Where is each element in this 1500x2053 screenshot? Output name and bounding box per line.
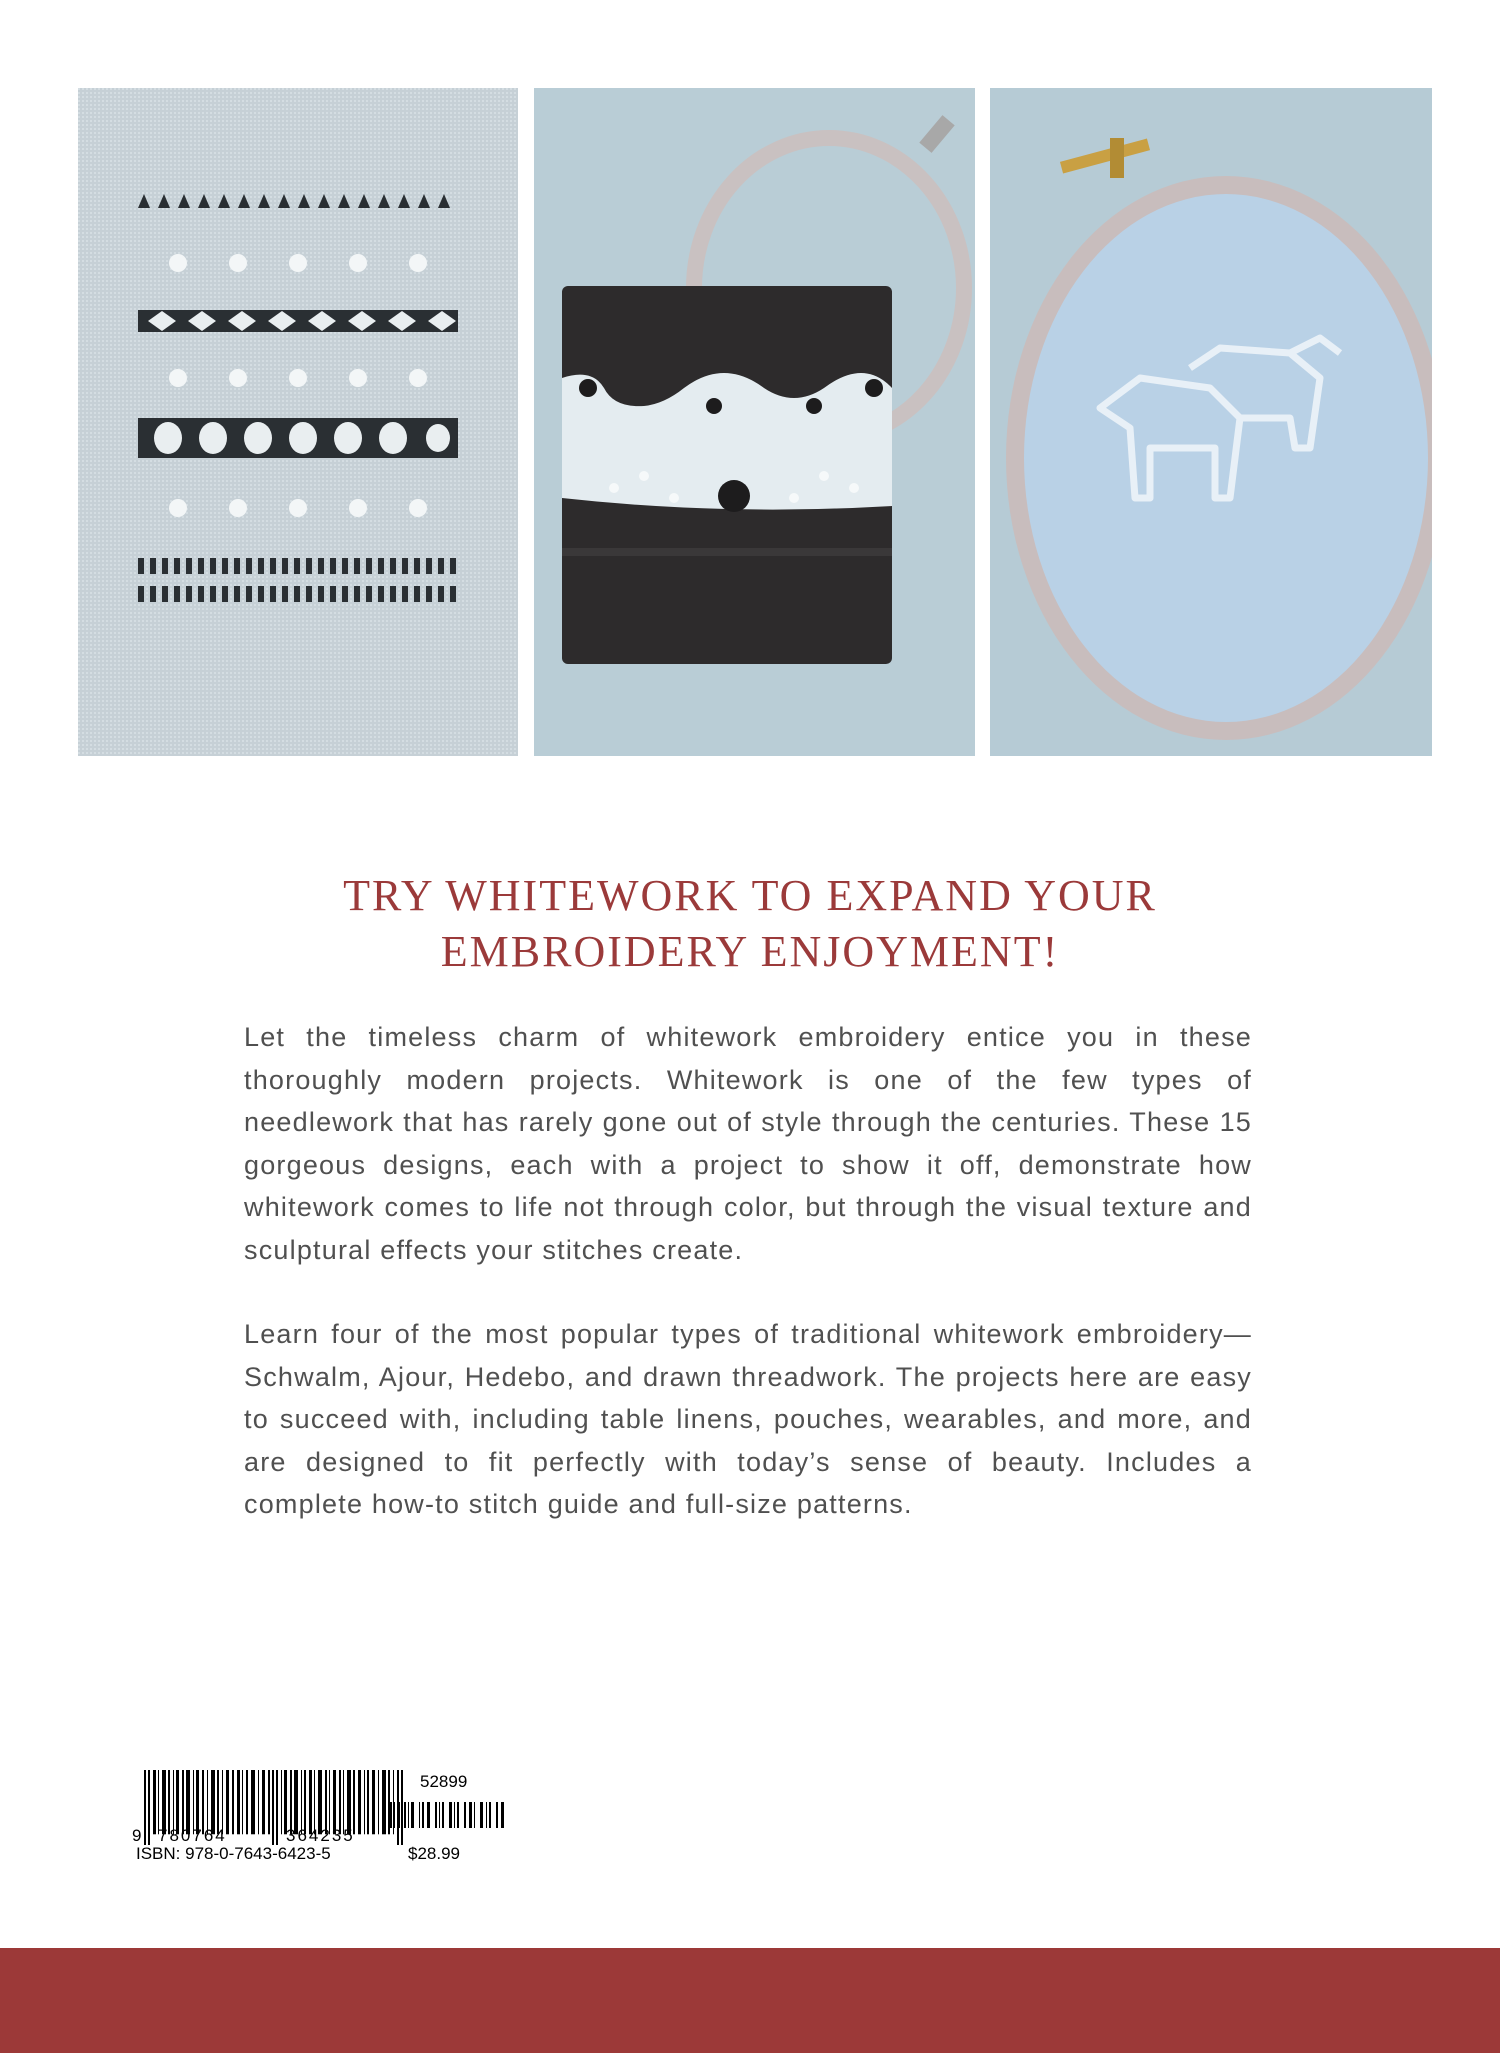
description-paragraph-1: Let the timeless charm of whitework embroidery entice you in these thoroughly modern projects. Whitework is one of the few types of needlework that has rarely gone out of style through the centuries. These 15 gorgeous designs, each with a project to show it off, demonstrate how whitework comes to life not through color, but through the visual texture and sculptural effects your stitches create. [244,1022,1252,1265]
price-text: $28.99 [408,1844,460,1863]
horse-hoop-photo [990,88,1432,756]
headline-line-2: EMBROIDERY ENJOYMENT! [440,927,1060,976]
isbn-text: ISBN: 978-0-7643-6423-5 [136,1844,331,1863]
barcode-digits-right: 364235 [286,1826,355,1845]
barcode-addon-number: 52899 [420,1772,468,1791]
footer-band [0,1948,1500,2053]
pouch-photo [534,88,975,756]
sampler-photo [78,88,518,756]
description-paragraph-2: Learn four of the most popular types of traditional whitework embroidery—Schwalm, Ajour, Hedebo, and drawn threadwork. The projects here are easy to succeed with, including table linens, pouches, wearables, and more, and are designed to fit perfectly with today’s sense of beauty. Includes a complete how-to stitch guide and full-size patterns. [244,1319,1252,1519]
addon-barcode-bars [390,1802,504,1828]
barcode-digit-first: 9 [132,1826,142,1845]
barcode-digits-left: 780764 [158,1826,227,1845]
headline-line-1: TRY WHITEWORK TO EXPAND YOUR [343,871,1157,920]
headline [100,868,1400,980]
